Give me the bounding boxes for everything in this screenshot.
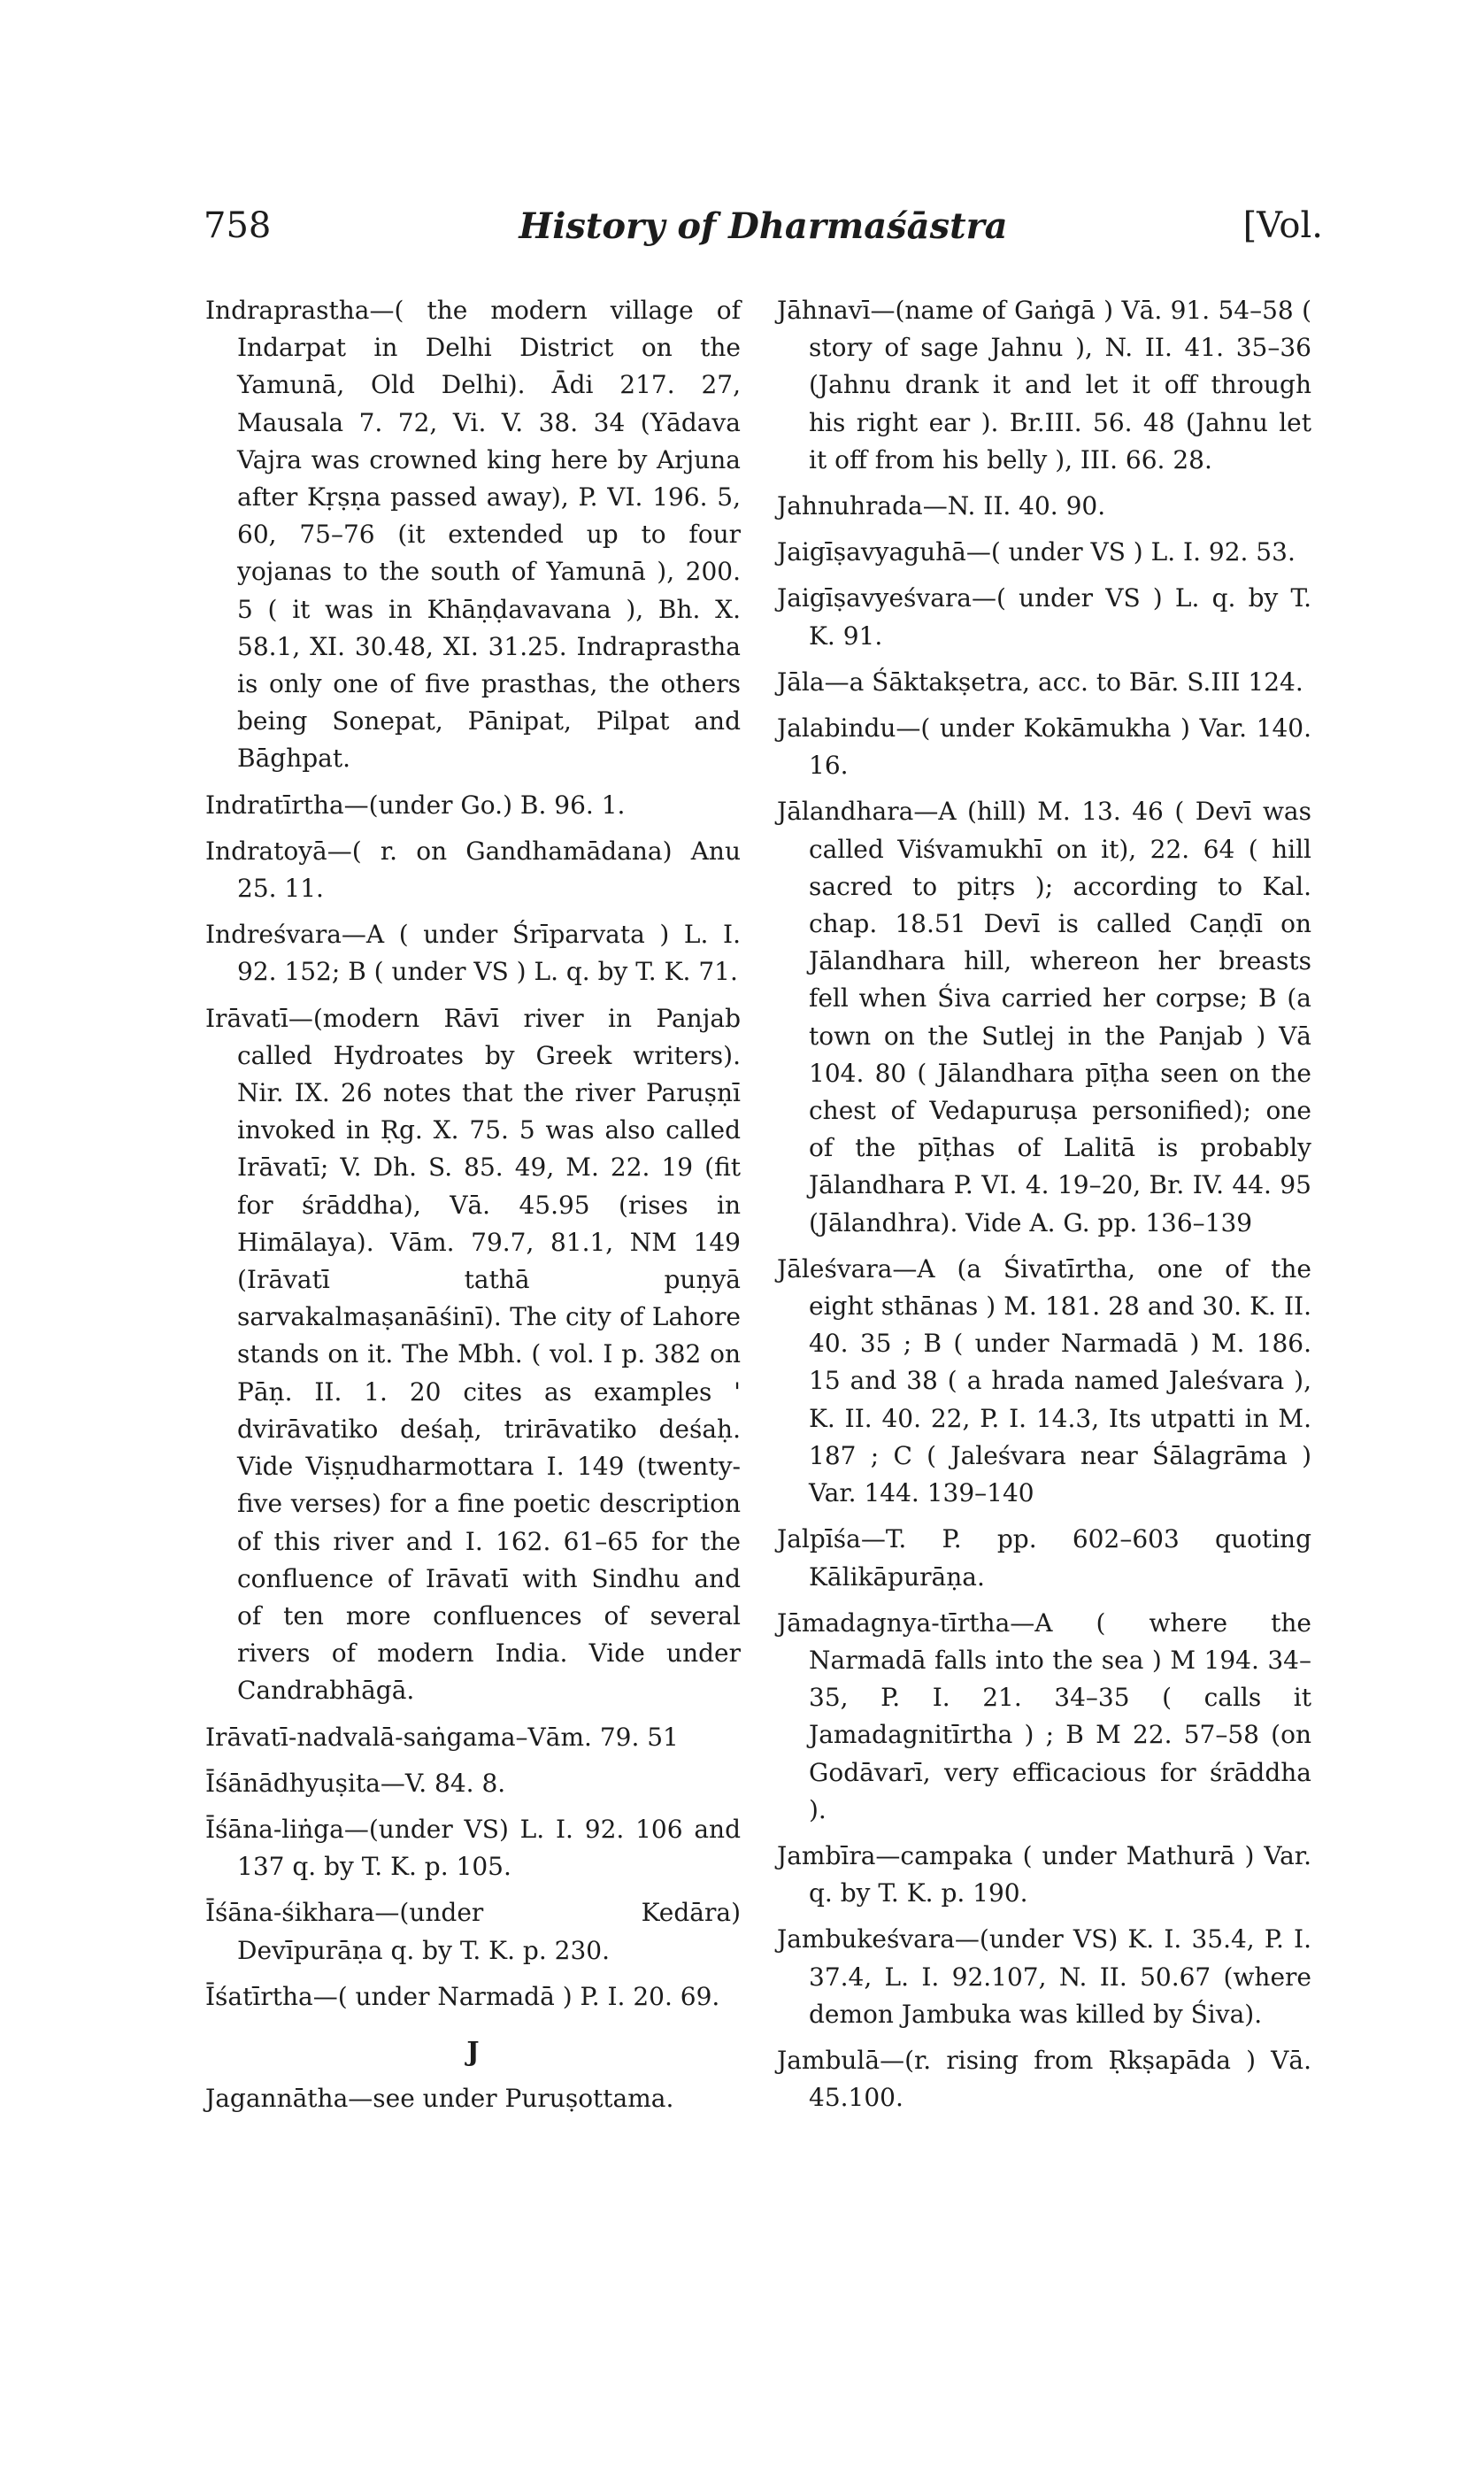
entry-jalabindu: Jalabindu—( under Kokāmukha ) Var. 140. 16. — [777, 713, 1311, 781]
page-number: 758 — [204, 205, 272, 246]
entry-indraprastha: Indraprastha—( the modern village of Indarpat in Delhi District on the Yamunā, Old Delhi). Ādi 217. 27, Mausala 7. 72, Vi. V. 38. 34 (Yādava Vajra was crowned king here by Arjuna after Kṛṣṇa passed away), P. VI. 196. 5, 60, 75–76 (it extended up to four yojanas to the south of Yamunā ), 200. 5 ( it was in Khāṇḍavavana ), Bh. X. 58.1, XI. 30.48, XI. 31.25. Indraprastha is only one of five prasthas, the others being Sonepat, Pānipat, Pilpat and Bāghpat. — [205, 296, 741, 774]
entry-isana-linga: Īśāna-liṅga—(under VS) L. I. 92. 106 and 137 q. by T. K. p. 105. — [205, 1814, 741, 1882]
entry-jambukesvara: Jambukeśvara—(under VS) K. I. 35.4, P. I. 37.4, L. I. 92.107, N. II. 50.67 (where demon Jambuka was killed by Śiva). — [777, 1924, 1311, 2029]
section-letter: J — [466, 2036, 480, 2068]
entry-jala: Jāla—a Śāktakṣetra, acc. to Bār. S.III 124. — [777, 667, 1303, 697]
entry-jambira: Jambīra—campaka ( under Mathurā ) Var. q. by T. K. p. 190. — [777, 1840, 1311, 1908]
volume-label: [Vol. — [1242, 205, 1323, 246]
entry-isana-sikhara: Īśāna-śikhara—(under Kedāra) Devīpurāṇa q. by T. K. p. 230. — [205, 1898, 741, 1965]
entry-jalesvara: Jāleśvara—A (a Śivatīrtha, one of the eight sthānas ) M. 181. 28 and 30. K. II. 40. 35 ; B ( under Narmadā ) M. 186. 15 and 38 ( a hrada named Jaleśvara ), K. II. 40. 22, P. I. 14.3, Its utpatti in M. 187 ; C ( Jaleśvara near Śālagrāma ) Var. 144. 139–140 — [777, 1253, 1311, 1508]
entry-isatirtha: Īśatīrtha—( under Narmadā ) P. I. 20. 69. — [205, 1981, 720, 2011]
entry-jaigisavyaguha: Jaigīṣavyaguhā—( under VS ) L. I. 92. 53. — [777, 537, 1296, 567]
entry-jahnavi: Jāhnavī—(name of Gaṅgā ) Vā. 91. 54–58 ( story of sage Jahnu ), N. II. 41. 35–36 (Jahnu drank it and let it off through his right ear ). Br.III. 56. 48 (Jahnu let it off from his belly ), III. 66. 28. — [777, 296, 1311, 474]
running-title: History of Dharmaśāstra — [519, 205, 1008, 247]
entry-indresvara: Indreśvara—A ( under Śrīparvata ) L. I. 92. 152; B ( under VS ) L. q. by T. K. 71. — [205, 920, 741, 987]
entry-jalpisa: Jalpīśa—T. P. pp. 602–603 quoting Kālikāpurāṇa. — [777, 1524, 1311, 1592]
entry-iravati: Irāvatī—(modern Rāvī river in Panjab called Hydroates by Greek writers). Nir. IX. 26 notes that the river Paruṣṇī invoked in Ṛg. X. 75. 5 was also called Irāvatī; V. Dh. S. 85. 49, M. 22. 19 (fit for śrāddha), Vā. 45.95 (rises in Himālaya). Vām. 79.7, 81.1, NM 149 (Irāvatī tathā puṇyā sarvakalmaṣanāśinī). The city of Lahore stands on it. The Mbh. ( vol. I p. 382 on Pāṇ. II. 1. 20 cites as examples ' dvirāvatiko deśaḥ, trirāvatiko deśaḥ. Vide Viṣṇudharmottara I. 149 (twenty-five verses) for a fine poetic description of this river and I. 162. 61–65 for the confluence of Irāvatī with Sindhu and of ten more confluences of several rivers of modern India. Vide under Candrabhāgā. — [205, 1003, 741, 1706]
entry-jahnuhrada: Jahnuhrada—N. II. 40. 90. — [777, 491, 1106, 521]
right-column — [777, 292, 1311, 2125]
entry-iravati-sangama: Irāvatī-nadvalā-saṅgama–Vām. 79. 51 — [205, 1722, 679, 1752]
entry-isanadhyusita: Īśānādhyuṣita—V. 84. 8. — [205, 1768, 506, 1798]
left-column — [205, 292, 741, 2126]
entry-jambula: Jambulā—(r. rising from Ṛkṣapāda ) Vā. 45.100. — [777, 2045, 1311, 2113]
entry-indratoya: Indratoyā—( r. on Gandhamādana) Anu 25. 11. — [205, 836, 741, 904]
entry-indratirtha: Indratīrtha—(under Go.) B. 96. 1. — [205, 790, 626, 820]
entry-jamadagnya-tirtha: Jāmadagnya-tīrtha—A ( where the Narmadā falls into the sea ) M 194. 34–35, P. I. 21. 34–35 ( calls it Jamadagnitīrtha ) ; B M 22. 57–58 (on Godāvarī, very efficacious for śrāddha ). — [777, 1607, 1311, 1824]
entry-jaigisavyesvara: Jaigīṣavyeśvara—( under VS ) L. q. by T. K. 91. — [777, 583, 1311, 651]
entry-jalandhara: Jālandhara—A (hill) M. 13. 46 ( Devī was called Viśvamukhī on it), 22. 64 ( hill sacred to pitṛs ); according to Kal. chap. 18.51 Devī is called Caṇḍī on Jālandhara hill, whereon her breasts fell when Śiva carried her corpse; B (a town on the Sutlej in the Panjab ) Vā 104. 80 ( Jālandhara pīṭha seen on the chest of Vedapuruṣa personified); one of the pīṭhas of Lalitā is probably Jālandhara P. VI. 4. 19–20, Br. IV. 44. 95 (Jālandhra). Vide A. G. pp. 136–139 — [777, 797, 1311, 1237]
page-header — [204, 205, 1323, 258]
entry-jagannatha: Jagannātha—see under Puruṣottama. — [205, 2083, 674, 2113]
